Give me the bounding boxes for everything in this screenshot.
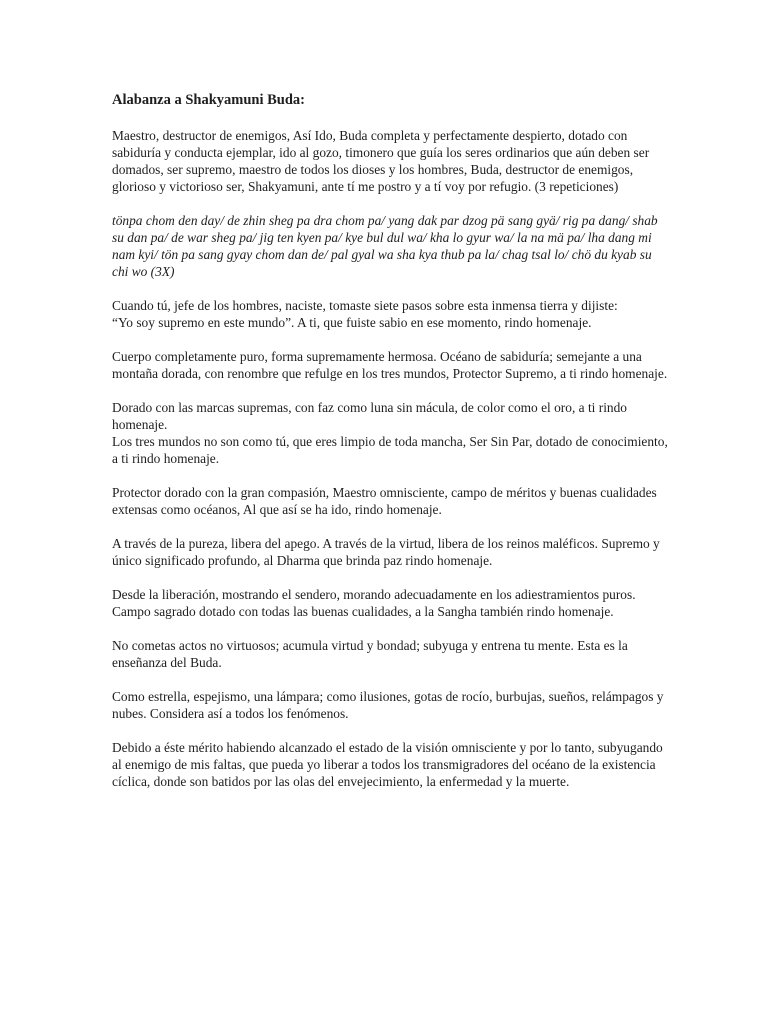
paragraph-sangha: Desde la liberación, mostrando el sendero, morando adecuadamente en los adiestramientos puros. Campo sagrado dotado con todas las buenas cualidades, a la Sangha también rindo homenaje. <box>112 587 636 619</box>
paragraph-birth: Cuando tú, jefe de los hombres, naciste, tomaste siete pasos sobre esta inmensa tierra y dijiste: “Yo soy supremo en este mundo”. A ti, que fuiste sabio en ese momento, rindo homenaje. <box>112 298 618 330</box>
paragraph-golden-marks: Dorado con las marcas supremas, con faz como luna sin mácula, de color como el oro, a ti rindo homenaje. Los tres mundos no son como tú, que eres limpio de toda mancha, Ser Sin Par, dotado de conocimiento, a ti rindo homenaje. <box>112 400 668 466</box>
paragraph-dedication: Debido a éste mérito habiendo alcanzado el estado de la visión omnisciente y por lo tanto, subyugando al enemigo de mis faltas, que pueda yo liberar a todos los transmigradores del océano de la existencia cíclica, donde son batidos por las olas del envejecimiento, la enfermedad y la muerte. <box>112 740 663 789</box>
paragraph-praise-spanish: Maestro, destructor de enemigos, Así Ido, Buda completa y perfectamente despierto, dotado con sabiduría y conducta ejemplar, ido al gozo, timonero que guía los seres ordinarios que aún deben ser domados, ser supremo, maestro de todos los dioses y los hombres, Buda, destructor de enemigos, glorioso y victorioso ser, Shakyamuni, ante tí me postro y a tí voy por refugio. (3 repeticiones) <box>112 128 650 194</box>
paragraph-praise-tibetan: tönpa chom den day/ de zhin sheg pa dra chom pa/ yang dak par dzog pä sang gyä/ rig pa dang/ shab su dan pa/ de war sheg pa/ jig ten kyen pa/ kye bul dul wa/ kha lo gyur wa/ la na mä pa/ lha dang mi nam kyi/ tön pa sang gyay chom dan de/ pal gyal wa sha kya thub pa la/ chag tsal lo/ chö du kyab su chi wo (3X) <box>112 213 658 279</box>
paragraph-body: Cuerpo completamente puro, forma supremamente hermosa. Océano de sabiduría; semejante a una montaña dorada, con renombre que refulge en los tres mundos, Protector Supremo, a ti rindo homenaje. <box>112 349 668 381</box>
paragraph-teaching: No cometas actos no virtuosos; acumula virtud y bondad; subyuga y entrena tu mente. Esta es la enseñanza del Buda. <box>112 638 628 670</box>
paragraph-phenomena: Como estrella, espejismo, una lámpara; como ilusiones, gotas de rocío, burbujas, sueños, relámpagos y nubes. Considera así a todos los fenómenos. <box>112 689 664 721</box>
paragraph-golden-protector: Protector dorado con la gran compasión, Maestro omnisciente, campo de méritos y buenas cualidades extensas como océanos, Al que así se ha ido, rindo homenaje. <box>112 485 657 517</box>
document-title: Alabanza a Shakyamuni Buda: <box>112 92 305 108</box>
paragraph-dharma: A través de la pureza, libera del apego. A través de la virtud, libera de los reinos maléficos. Supremo y único significado profundo, al Dharma que brinda paz rindo homenaje. <box>112 536 660 568</box>
